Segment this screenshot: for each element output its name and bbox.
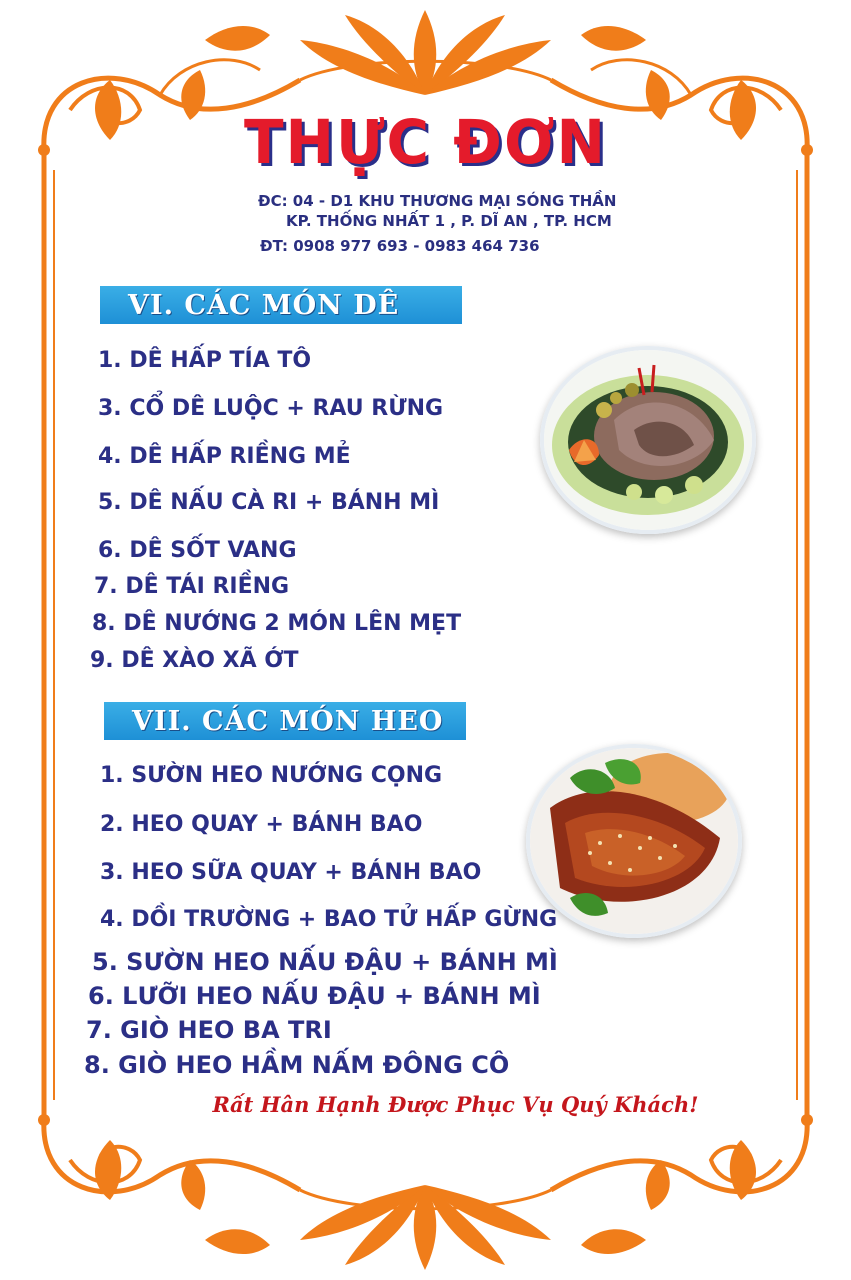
- menu-item: 5. DÊ NẤU CÀ RI + BÁNH MÌ: [98, 490, 440, 515]
- menu-item: 9. DÊ XÀO XÃ ỚT: [90, 648, 299, 673]
- menu-item: 3. CỔ DÊ LUỘC + RAU RỪNG: [98, 396, 444, 421]
- menu-item: 4. DỒI TRƯỜNG + BAO TỬ HẤP GỪNG: [100, 907, 558, 932]
- menu-item: 6. LƯỠI HEO NẤU ĐẬU + BÁNH MÌ: [88, 982, 541, 1010]
- menu-item: 6. DÊ SỐT VANG: [98, 538, 297, 563]
- footer-greeting: Rất Hân Hạnh Được Phục Vụ Quý Khách!: [212, 1092, 699, 1117]
- menu-item: 4. DÊ HẤP RIỀNG MẺ: [98, 444, 351, 469]
- address-line-2: KP. THỐNG NHẤT 1 , P. DĨ AN , TP. HCM: [286, 212, 612, 230]
- section-header-goat: [100, 286, 462, 324]
- menu-title: THỰC ĐƠN: [243, 106, 608, 178]
- pork-dish-photo: [526, 744, 742, 938]
- menu-item: 1. DÊ HẤP TÍA TÔ: [98, 348, 312, 373]
- menu-item: 8. GIÒ HEO HẦM NẤM ĐÔNG CÔ: [84, 1051, 510, 1079]
- menu-item: 1. SƯỜN HEO NƯỚNG CỌNG: [100, 763, 443, 788]
- phone-line: ĐT: 0908 977 693 - 0983 464 736: [260, 237, 540, 255]
- goat-dish-photo: [540, 346, 756, 534]
- menu-item: 7. GIÒ HEO BA TRI: [86, 1016, 332, 1044]
- section-title-pork: VII. CÁC MÓN HEO: [132, 706, 444, 737]
- section-title-goat: VI. CÁC MÓN DÊ: [128, 290, 400, 321]
- menu-item: 3. HEO SỮA QUAY + BÁNH BAO: [100, 860, 482, 885]
- menu-item: 2. HEO QUAY + BÁNH BAO: [100, 812, 423, 837]
- menu-item: 7. DÊ TÁI RIỀNG: [94, 574, 290, 599]
- menu-item: 8. DÊ NƯỚNG 2 MÓN LÊN MẸT: [92, 611, 462, 636]
- section-header-pork: [104, 702, 466, 740]
- address-line-1: ĐC: 04 - D1 KHU THƯƠNG MẠI SÓNG THẦN: [258, 192, 617, 210]
- menu-item: 5. SƯỜN HEO NẤU ĐẬU + BÁNH MÌ: [92, 948, 558, 976]
